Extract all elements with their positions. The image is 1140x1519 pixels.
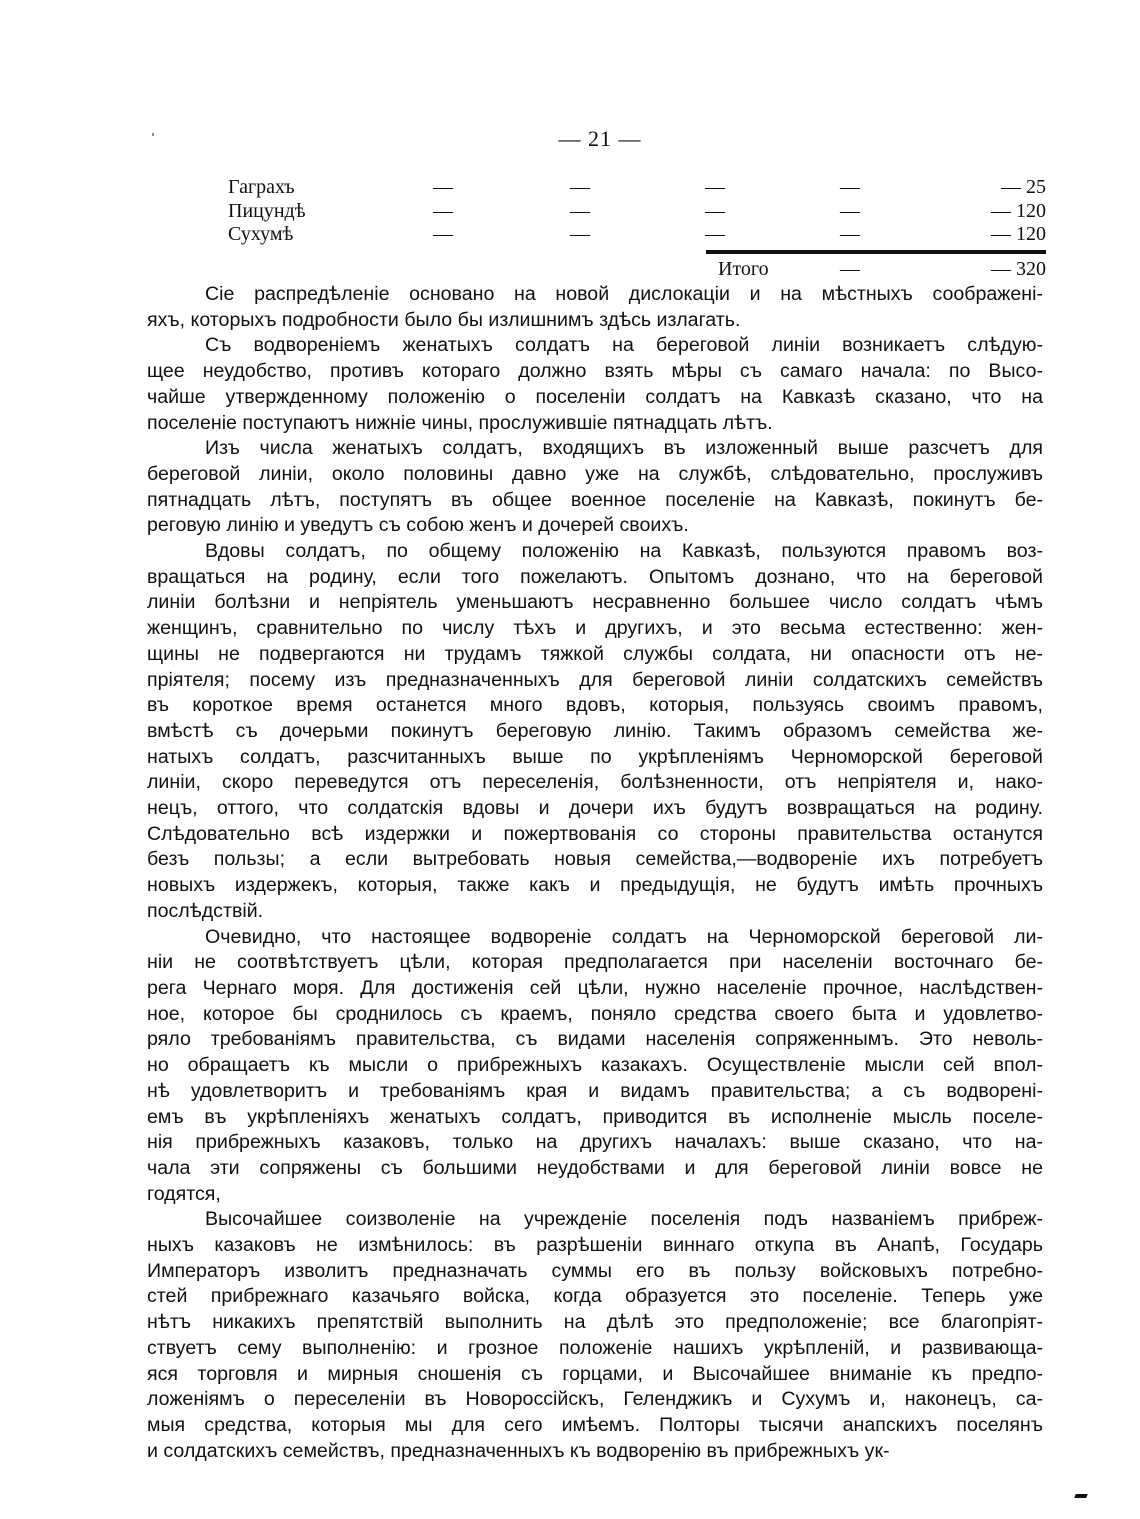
place-name: Пицундѣ xyxy=(228,199,306,222)
text-line: ныхъ казаковъ не измѣнилось: въ разрѣшеніи виннаго откупа въ Анапѣ, Государь xyxy=(147,1234,1043,1257)
text-line: Изъ числа женатыхъ солдатъ, входящихъ въ изложенный выше разсчетъ для xyxy=(205,437,1043,460)
paragraph xyxy=(147,282,1043,333)
text-line: Съ водвореніемъ женатыхъ солдатъ на береговой линіи возникаетъ слѣдую- xyxy=(205,334,1043,357)
text-line: реговую линію и уведутъ съ собою женъ и дочерей своихъ. xyxy=(147,514,689,537)
text-line: годятся, xyxy=(147,1182,221,1205)
row-value: — 120 xyxy=(991,199,1046,222)
text-line: рега Чернаго моря. Для достиженія сей цѣли, нужно населеніе прочное, наслѣдствен- xyxy=(147,976,1043,999)
dash: — xyxy=(433,199,453,222)
place-name: Гаграхъ xyxy=(228,176,295,198)
text-line: нія прибрежныхъ казаковъ, только на другихъ началахъ: выше сказано, что на- xyxy=(147,1131,1043,1154)
text-line: Слѣдовательно всѣ издержки и пожертвованія со стороны правительства останутся xyxy=(147,822,1043,845)
text-line: нѣтъ никакихъ препятствій выполнить на дѣлѣ это предположеніе; все благопріят- xyxy=(147,1311,1043,1334)
text-line: ствуетъ сему выполненію: и грозное положеніе нашихъ укрѣпленій, и развивающа- xyxy=(147,1336,1043,1359)
text-line: вмѣстѣ съ дочерьми покинутъ береговую линію. Такимъ образомъ семейства же- xyxy=(147,719,1043,742)
text-line: Вдовы солдатъ, по общему положенію на Кавказѣ, пользуются правомъ воз- xyxy=(205,540,1043,563)
text-line: линіи, скоро переведутся отъ переселенія, болѣзненности, отъ непріятеля и, нако- xyxy=(147,771,1043,794)
place-name: Сухумѣ xyxy=(228,223,294,245)
dash: — xyxy=(570,176,590,198)
dash: — xyxy=(570,199,590,222)
dash: — xyxy=(433,223,453,245)
text-line: пятнадцать лѣтъ, поступятъ въ общее военное поселеніе на Кавказѣ, покинутъ бе- xyxy=(147,488,1043,511)
paragraph xyxy=(147,1207,1043,1464)
text-line: ряло требованіямъ правительства, съ видами населенія сопряженнымъ. Это неволь- xyxy=(147,1028,1043,1051)
total-row xyxy=(228,258,1046,282)
text-line: новыхъ издержекъ, которыя, также какъ и предыдущія, не будутъ имѣть прочныхъ xyxy=(147,874,1043,897)
text-line: вращаться на родину, если того пожелаютъ. Опытомъ дознано, что на береговой xyxy=(147,565,1043,588)
paragraph xyxy=(147,436,1043,539)
paragraph xyxy=(147,539,1043,925)
row-value: — 120 xyxy=(991,223,1046,245)
text-line: чала эти сопряжены съ большими неудобствами и для береговой линіи вовсе не xyxy=(147,1156,1043,1179)
total-rule xyxy=(706,250,1046,254)
distribution-table xyxy=(228,176,1046,280)
text-line: поселеніе поступаютъ нижніе чины, прослужившіе пятнадцать лѣтъ. xyxy=(147,411,773,434)
text-line: Императоръ изволитъ предназначать суммы его въ пользу войсковыхъ потребно- xyxy=(147,1259,1043,1282)
page-number: — 21 — xyxy=(558,126,642,151)
text-line: щее неудобство, противъ котораго должно взять мѣры съ самаго начала: по Высо- xyxy=(147,360,1043,383)
text-line: чайше утвержденному положенію о поселеніи солдатъ на Кавказѣ сказано, что на xyxy=(147,385,1043,408)
paragraph xyxy=(147,925,1043,1208)
dash: — xyxy=(840,199,860,222)
text-line: нецъ, оттого, что солдатскія вдовы и дочери ихъ будутъ возвращаться на родину. xyxy=(147,797,1043,820)
text-line: безъ пользы; а если вытребовать новыя семейства,—водвореніе ихъ потребуетъ xyxy=(147,848,1043,871)
text-line: натыхъ солдатъ, разсчитанныхъ выше по укрѣпленіямъ Черноморской береговой xyxy=(147,745,1043,768)
text-line: яхъ, которыхъ подробности было бы излишнимъ здѣсь излагать. xyxy=(147,308,741,331)
table-row xyxy=(228,200,1046,224)
text-line: мыя средства, которыя мы для сего имѣемъ. Полторы тысячи анапскихъ поселянъ xyxy=(147,1413,1043,1436)
dash: — xyxy=(705,199,725,222)
text-line: емъ въ укрѣпленіяхъ женатыхъ солдатъ, приводится въ исполненіе мысль поселе- xyxy=(147,1105,1043,1128)
table-row xyxy=(228,176,1046,200)
dash: — xyxy=(433,176,453,198)
scan-mark xyxy=(1074,1494,1087,1498)
row-value: — 25 xyxy=(1001,176,1046,198)
text-line: Сіе распредѣленіе основано на новой дислокаціи и на мѣстныхъ соображені- xyxy=(205,283,1043,305)
text-line: ное, которое бы сроднилось съ краемъ, поняло средства своего быта и удовлетво- xyxy=(147,1002,1043,1025)
dash: — xyxy=(570,223,590,245)
total-label: Итого xyxy=(718,258,769,280)
text-line: въ короткое время останется много вдовъ, которыя, пользуясь своимъ правомъ, xyxy=(147,694,1043,717)
table-row xyxy=(228,223,1046,247)
dash: — xyxy=(840,223,860,245)
text-line: нѣ удовлетворитъ и требованіямъ края и видамъ правительства; а съ водворені- xyxy=(147,1079,1043,1102)
dash: — xyxy=(705,176,725,198)
text-line: женщинъ, сравнительно по числу тѣхъ и другихъ, и это весьма естественно: жен- xyxy=(147,617,1043,640)
text-line: щины не подвергаются ни трудамъ тяжкой службы солдата, ни опасности отъ не- xyxy=(147,642,1043,665)
text-line: пріятеля; посему изъ предназначенныхъ для береговой линіи солдатскихъ семействъ xyxy=(147,668,1043,691)
text-line: Очевидно, что настоящее водвореніе солдатъ на Черноморской береговой ли- xyxy=(205,925,1043,948)
text-line: стей прибрежнаго казачьяго войска, когда образуется это поселеніе. Теперь уже xyxy=(147,1285,1043,1308)
text-line: ложеніямъ о переселеніи въ Новороссійскъ, Геленджикъ и Сухумъ и, наконецъ, са- xyxy=(147,1388,1043,1411)
text-line: но обращаетъ къ мысли о прибрежныхъ казакахъ. Осуществленіе мысли сей впол- xyxy=(147,1054,1043,1077)
paragraph xyxy=(147,333,1043,436)
body-text xyxy=(147,282,1043,1464)
text-line: береговой линіи, около половины давно уже на службѣ, слѣдовательно, прослуживъ xyxy=(147,462,1043,485)
dash: — xyxy=(705,223,725,245)
text-line: ніи не соотвѣтствуетъ цѣли, которая предполагается при населеніи восточнаго бе- xyxy=(147,951,1043,974)
total-value: — 320 xyxy=(991,258,1046,280)
text-line: яся торговля и мирныя сношенія съ горцами, и Высочайшее вниманіе къ предпо- xyxy=(147,1362,1043,1385)
text-line: Высочайшее соизволеніе на учрежденіе поселенія подъ названіемъ прибреж- xyxy=(205,1208,1043,1231)
dash: — xyxy=(840,176,860,198)
text-line: линіи болѣзни и непріятель уменьшаютъ несравненно большее число солдатъ чѣмъ xyxy=(147,591,1043,614)
text-line: и солдатскихъ семействъ, предназначенныхъ къ водворенію въ прибрежныхъ ук- xyxy=(147,1439,890,1462)
text-line: послѣдствій. xyxy=(147,899,264,922)
dash: — xyxy=(840,258,860,280)
